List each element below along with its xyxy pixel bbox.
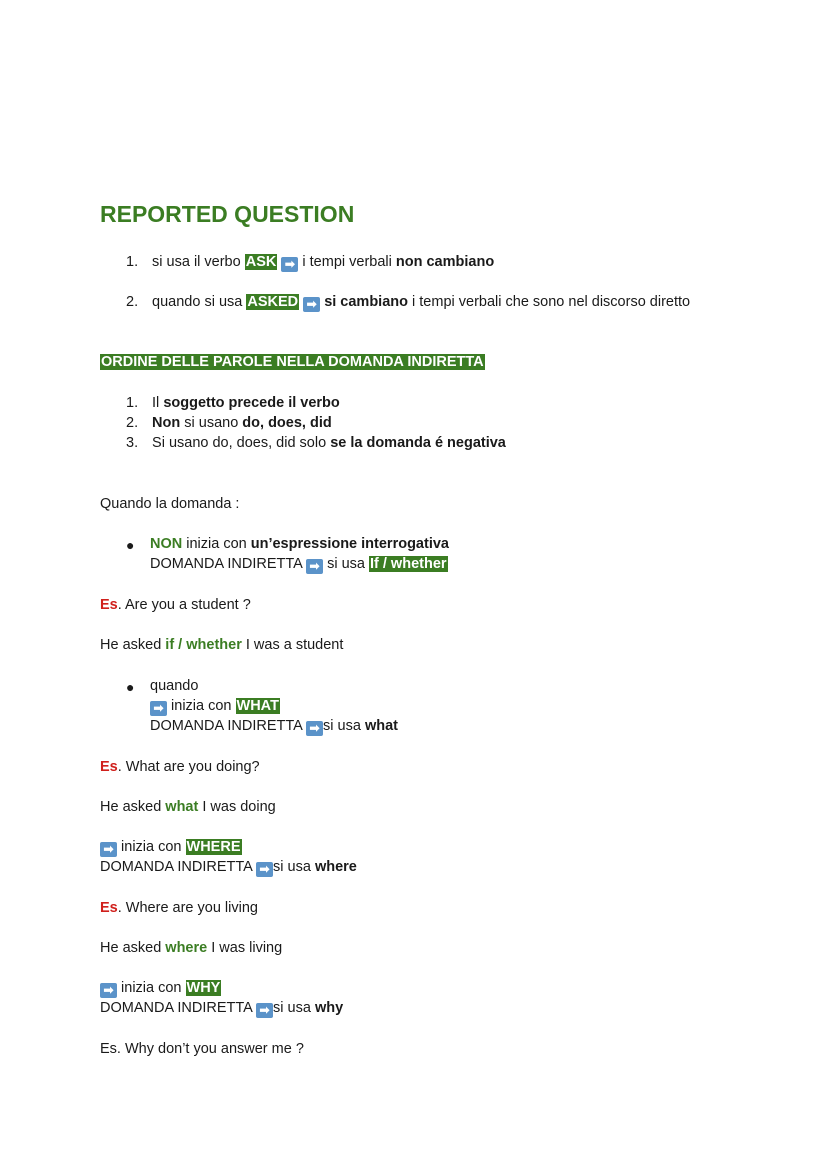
quando-label: Quando la domanda : [100,496,240,512]
case-non-line2-pre: DOMANDA INDIRETTA [150,556,302,572]
intro-item-1-pre: si usa il verbo [152,254,241,270]
arrow-icon: ➡ [256,862,273,877]
case-non-line2-mid: si usa [327,556,365,572]
intro-item-1 [126,253,494,272]
intro-item-2 [126,293,690,312]
es-label: Es [100,900,118,916]
case-non-green: NON [150,536,183,552]
case-why-line2 [100,999,343,1018]
case-what-line2 [150,697,280,716]
arrow-icon: ➡ [100,842,117,857]
case-where-line1 [100,838,242,857]
case-why-line1 [100,979,221,998]
order-item-3-bold: se la domanda é negativa [330,435,506,451]
intro-item-1-bold: non cambiano [395,254,495,270]
order-item-2-mid: si usano [184,415,239,431]
answer-3-pre: He asked [100,940,162,956]
answer-2-pre: He asked [100,799,162,815]
highlight-asked: ASKED [247,294,299,310]
order-item-3 [126,434,506,452]
order-item-2-bold1: Non [152,415,181,431]
arrow-icon: ➡ [100,983,117,998]
arrow-icon: ➡ [306,559,323,574]
answer-1 [100,636,343,654]
bullet-icon: ● [126,679,135,695]
case-what-line3-pre: DOMANDA INDIRETTA [150,718,302,734]
arrow-icon: ➡ [303,297,320,312]
case-where-line2-mid: si usa [273,859,311,875]
case-non-bold: un’espressione interrogativa [250,536,449,552]
list-number: 2. [126,294,139,310]
case-why-line2-bold: why [314,1000,344,1016]
list-number: 3. [126,435,139,451]
answer-2-green: what [165,799,199,815]
case-non-line1 [150,535,449,553]
case-where-line2-bold: where [314,859,357,875]
order-item-1 [126,394,340,412]
answer-3-green: where [165,940,208,956]
case-non-mid: inizia con [186,536,247,552]
case-what-line1: quando [150,678,199,694]
order-item-2 [126,414,332,432]
page-title: REPORTED QUESTION [100,201,355,227]
intro-item-2-bold: si cambiano [324,294,408,310]
arrow-icon: ➡ [306,721,323,736]
es-label: Es [100,597,118,613]
case-what-line3 [150,717,398,736]
es-label: Es [100,759,118,775]
case-why-line2-mid: si usa [273,1000,311,1016]
case-what-line3-bold: what [364,718,398,734]
order-item-1-bold: soggetto precede il verbo [163,395,340,411]
case-what-line2-pre: inizia con [171,698,232,714]
order-item-1-pre: Il [152,395,160,411]
case-non-line2 [150,555,448,574]
intro-item-2-pre: quando si usa [152,294,243,310]
answer-2-post: I was doing [202,799,276,815]
list-number: 1. [126,254,139,270]
case-what-line3-mid: si usa [323,718,361,734]
example-3-text: . Where are you living [117,900,258,916]
answer-1-post: I was a student [245,637,344,653]
bullet-icon: ● [126,537,135,553]
highlight-where: WHERE [186,839,241,855]
example-1-text: . Are you a student ? [117,597,251,613]
case-where-line2 [100,858,357,877]
highlight-ask: ASK [245,254,277,270]
section-heading [100,353,485,371]
highlight-if-whether: If / whether [369,556,447,572]
case-where-line1-pre: inizia con [121,839,182,855]
case-where-line2-pre: DOMANDA INDIRETTA [100,859,252,875]
section-heading-text: ORDINE DELLE PAROLE NELLA DOMANDA INDIRETTA [101,354,484,370]
answer-1-pre: He asked [100,637,162,653]
case-why-line2-pre: DOMANDA INDIRETTA [100,1000,252,1016]
answer-3-post: I was living [211,940,283,956]
arrow-icon: ➡ [256,1003,273,1018]
example-1 [100,596,251,614]
list-number: 1. [126,395,139,411]
answer-2 [100,798,276,816]
example-4: Es. Why don’t you answer me ? [100,1041,304,1057]
highlight-what: WHAT [236,698,279,714]
example-2 [100,758,260,776]
arrow-icon: ➡ [281,257,298,272]
list-number: 2. [126,415,139,431]
example-3 [100,899,258,917]
case-why-line1-pre: inizia con [121,980,182,996]
answer-3 [100,939,282,957]
order-item-3-pre: Si usano do, does, did solo [152,435,327,451]
example-2-text: . What are you doing? [117,759,260,775]
order-item-2-bold2: do, does, did [242,415,332,431]
intro-item-2-post: i tempi verbali che sono nel discorso diretto [412,294,691,310]
highlight-why: WHY [186,980,221,996]
intro-item-1-mid: i tempi verbali [302,254,392,270]
answer-1-green: if / whether [165,637,242,653]
arrow-icon: ➡ [150,701,167,716]
